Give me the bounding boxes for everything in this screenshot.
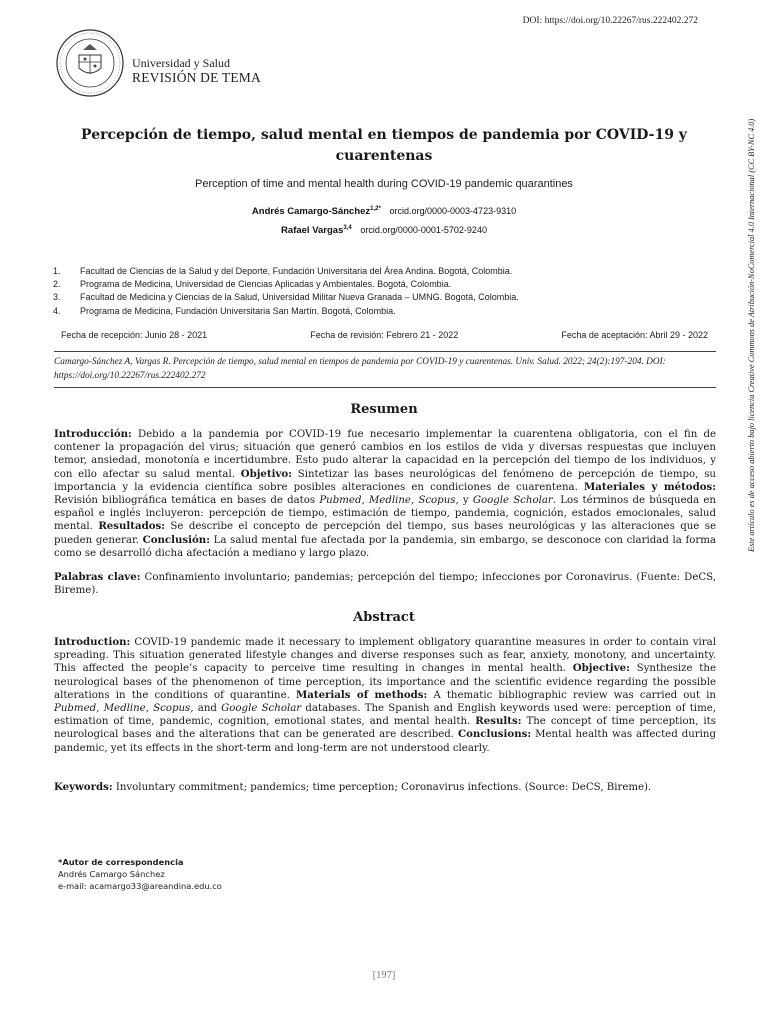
affiliation-text: Facultad de Medicina y Ciencias de la Salud, Universidad Militar Nueva Granada – UMNG. Bogotá, Colombia.: [80, 292, 519, 303]
abstract-methods-text: A thematic bibliographic review was carried out in: [427, 689, 716, 701]
resumen-results-label: Resultados:: [98, 520, 166, 533]
page-number: [197]: [372, 970, 396, 981]
affiliation-item: [53, 265, 673, 278]
resumen-conclusion-text: La salud mental fue afectada por la pandemia, sin embargo, se desconoce con claridad la forma como se desarrolló dicha afectación a mediano y largo plazo.: [54, 534, 716, 559]
resumen-methods-databases: Pubmed, Medline, Scopus,: [319, 495, 459, 507]
resumen-body: [54, 428, 716, 560]
affiliation-item: [53, 278, 673, 291]
article-type: REVISIÓN DE TEMA: [132, 70, 261, 85]
accepted-date: Fecha de aceptación: Abril 29 - 2022: [561, 330, 708, 340]
resumen-methods-text: Revisión bibliográfica temática en bases de datos: [54, 495, 320, 507]
correspondence-heading: *Autor de correspondencia: [58, 857, 184, 867]
resumen-conclusion-label: Conclusión:: [142, 533, 210, 546]
abstract-intro-text: COVID-19 pandemic made it necessary to implement obligatory quarantine measures in order to contain viral spreading. This situation generated lifestyle changes and diverse responses such as fear, anxiety, monotony, and uncertainty. This affected the people’s capacity to perceive time resulting in changes in mental health.: [54, 637, 716, 675]
affiliation-number: 4.: [53, 305, 61, 316]
affiliation-number: 3.: [53, 292, 61, 303]
resumen-objective-text: Sintetizar las bases neurológicas del fenómeno de percepción de tiempo, su importancia y la evidencia científica sobre posibles alteraciones en condiciones de cuarentena.: [54, 468, 716, 493]
resumen-results-text: Se describe el concepto de percepción del tiempo, sus bases neurológicas y las alteraciones que se pueden generar.: [54, 521, 716, 546]
abstract-heading: Abstract: [353, 610, 415, 625]
article-dates: [61, 330, 708, 340]
abstract-body: [54, 636, 716, 755]
author-name: Andrés Camargo-Sánchez: [251, 206, 371, 218]
author-orcid[interactable]: orcid.org/0000-0003-4723-9310: [389, 206, 517, 217]
abstract-results-text: The concept of time perception, its neurological bases and the alterations that can be generated are described.: [54, 716, 716, 741]
author-line-1: [0, 206, 768, 217]
article-title: Percepción de tiempo, salud mental en tiempos de pandemia por COVID-19 y cuarentenas: [81, 127, 687, 164]
resumen-methods-text: . Los términos de búsqueda en español e inglés incluyeron: percepción de tiempo, estimación de tiempo, pandemia, cognición, estados emocionales, salud mental.: [54, 495, 716, 533]
palabras-clave-label: Palabras clave:: [54, 571, 141, 583]
journal-header: [132, 56, 261, 86]
abstract-conclusion-text: Mental health was affected during pandemic, yet its effects in the short-term and long-term are not understood clearly.: [54, 729, 716, 754]
resumen-objective-label: Objetivo:: [240, 467, 292, 480]
affiliation-text: Programa de Medicina, Fundación Universitaria San Martín. Bogotá, Colombia.: [80, 305, 396, 316]
university-seal-logo: [55, 28, 125, 98]
resumen-heading: Resumen: [350, 402, 418, 417]
affiliation-item: [53, 305, 673, 318]
author-orcid[interactable]: orcid.org/0000-0001-5702-9240: [360, 225, 487, 236]
palabras-clave-text: Confinamiento involuntario; pandemias; percepción del tiempo; infecciones por Coronavirus. (Fuente: DeCS, Bireme).: [54, 572, 717, 597]
license-notice: Este artículo es de acceso abierto bajo licencia Creative Commons de Atribución-NoComercial 4.0 Internacional (CC BY-NC 4.0): [747, 118, 756, 552]
abstract-objective-label: Objective:: [572, 662, 630, 675]
author-name: Rafael Vargas: [281, 225, 344, 237]
keywords-text: Involuntary commitment; pandemics; time perception; Coronavirus infections. (Source: DeCS, Bireme).: [112, 782, 652, 793]
author-line-2: [0, 225, 768, 236]
received-date: Fecha de recepción: Junio 28 - 2021: [61, 330, 208, 340]
keywords: [54, 781, 716, 794]
affiliation-text: Programa de Medicina, Universidad de Ciencias Aplicadas y Ambientales. Bogotá, Colombia.: [80, 279, 452, 290]
resumen-intro-text: Debido a la pandemia por COVID-19 fue necesario implementar la cuarentena obligatoria, con el fin de contener la propagación del virus; situación que generó cambios en los estilos de vida y diversas respuestas que incluyen temor, ansiedad, monotonía e incertidumbre. Esto pudo alterar la capacidad en la percepción del tiempo de los individuos, y con ello afectar su salud mental.: [54, 429, 716, 480]
article-title-english: Perception of time and mental health during COVID-19 pandemic quarantines: [195, 178, 573, 190]
abstract-methods-label: Materials of methods:: [295, 688, 428, 701]
affiliation-number: 2.: [53, 279, 61, 290]
abstract-methods-database: Google Scholar: [221, 703, 302, 715]
keywords-label: Keywords:: [54, 781, 113, 793]
correspondence-name: Andrés Camargo Sánchez: [58, 869, 165, 880]
abstract-intro-label: Introduction:: [54, 636, 131, 648]
affiliation-item: [53, 291, 673, 304]
abstract-objective-text: Synthesize the neurological bases of the phenomenon of time perception, its importance and the scientific evidence regarding the possible alterations in the conditions of quarantine.: [54, 663, 716, 701]
palabras-clave: [54, 571, 716, 597]
correspondence-footnote: [58, 856, 222, 893]
affiliation-text: Facultad de Ciencias de la Salud y del Deporte, Fundación Universitaria del Área Andina. Bogotá, Colombia.: [80, 266, 513, 276]
affiliations-list: [53, 265, 673, 318]
affiliation-number: 1.: [53, 266, 61, 276]
citation-box: Camargo-Sánchez A, Vargas R. Percepción de tiempo, salud mental en tiempos de pandemia por COVID-19 y cuarentenas. Univ. Salud. 2022; 24(2):197-204. DOI: https://doi.org/10.22267/rus.222402.272: [54, 351, 716, 388]
abstract-methods-databases: Pubmed, Medline, Scopus,: [54, 703, 194, 715]
abstract-conclusion-label: Conclusions:: [458, 728, 532, 741]
journal-name: Universidad y Salud: [132, 56, 230, 70]
resumen-methods-text: y: [458, 495, 473, 507]
author-affil-marker: 3,4: [343, 225, 352, 231]
resumen-methods-database: Google Scholar: [472, 495, 553, 507]
abstract-methods-text: databases. The Spanish and English keywords used were: perception of time, estimation of time, pandemic, cognition, emotional states, and mental health.: [54, 703, 716, 728]
doi-link[interactable]: DOI: https://doi.org/10.22267/rus.222402.272: [522, 16, 698, 26]
revised-date: Fecha de revisión: Febrero 21 - 2022: [310, 330, 459, 340]
correspondence-email[interactable]: e-mail: acamargo33@areandina.edu.co: [58, 881, 222, 892]
resumen-methods-label: Materiales y métodos:: [584, 480, 716, 493]
resumen-intro-label: Introducción:: [54, 428, 132, 440]
abstract-results-label: Results:: [475, 715, 522, 728]
abstract-methods-text: and: [193, 703, 222, 715]
author-affil-marker: 1,2*: [370, 206, 381, 212]
